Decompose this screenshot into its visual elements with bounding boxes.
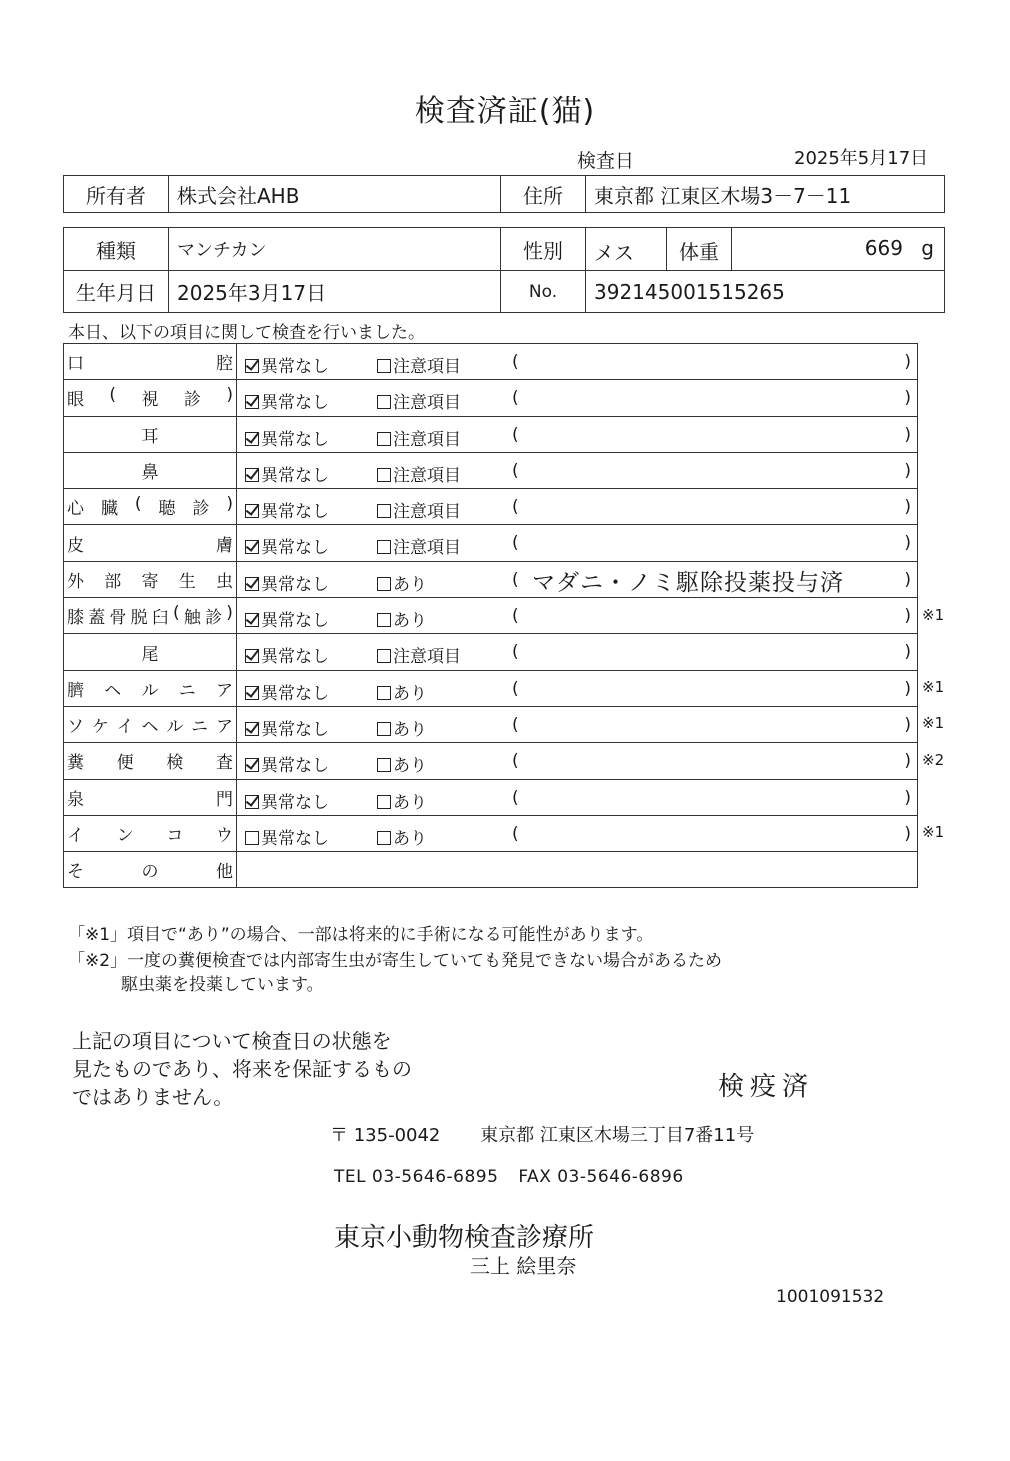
checked-checkbox-icon <box>245 540 259 554</box>
finding-note: マダニ・ノミ駆除投薬投与済 <box>532 569 844 596</box>
birth-label: 生年月日 <box>64 271 169 313</box>
open-paren: ( <box>512 460 519 481</box>
weight-cell <box>667 228 945 271</box>
normal-option-label: 異常なし <box>261 647 329 668</box>
checkbox-icon <box>377 504 391 518</box>
normal-option-label: 異常なし <box>261 502 329 523</box>
pet-table <box>63 227 945 313</box>
other-label: そ の 他 <box>64 852 237 888</box>
registration-number: 392145001515265 <box>586 271 945 313</box>
check-item-name: 眼 ( 視 診 ) <box>64 380 237 416</box>
normal-option <box>245 352 329 377</box>
address-label: 住所 <box>501 176 586 213</box>
open-paren: ( <box>512 352 519 372</box>
check-item-name: 外 部 寄 生 虫 <box>64 561 237 597</box>
clinic-address-line <box>330 1121 754 1147</box>
normal-option <box>245 679 329 704</box>
open-paren: ( <box>512 751 519 772</box>
normal-option-label: 異常なし <box>261 465 329 486</box>
check-item-result <box>237 670 918 706</box>
checkbox-icon <box>377 831 391 845</box>
normal-option <box>245 715 329 740</box>
check-item-name: 尾 <box>64 634 237 670</box>
finding-option <box>377 788 427 813</box>
footnote-mark: ※1 <box>922 823 945 842</box>
close-paren: ) <box>904 823 911 844</box>
normal-option <box>245 788 329 813</box>
checked-checkbox-icon <box>245 686 259 700</box>
normal-option-label: 異常なし <box>261 719 329 740</box>
normal-option-label: 異常なし <box>261 792 329 813</box>
normal-option <box>245 388 329 413</box>
open-paren: ( <box>512 497 519 518</box>
normal-option <box>245 824 329 849</box>
check-item-name: 糞 便 検 査 <box>64 743 237 779</box>
check-item-name: 臍 ヘ ル ニ ア <box>64 670 237 706</box>
check-row <box>64 344 918 380</box>
checked-checkbox-icon <box>245 722 259 736</box>
check-row <box>64 416 918 452</box>
finding-option <box>377 461 461 486</box>
open-paren: ( <box>512 823 519 844</box>
birth-value: 2025年3月17日 <box>169 271 501 313</box>
normal-option-label: 異常なし <box>261 683 329 704</box>
check-row <box>64 815 918 851</box>
statement-line: 上記の項目について検査日の状態を <box>72 1029 392 1053</box>
finding-option-label: 注意項目 <box>393 393 461 414</box>
open-paren: ( <box>512 642 519 663</box>
checked-checkbox-icon <box>245 432 259 446</box>
clinic-address: 東京都 江東区木場三丁目7番11号 <box>480 1125 755 1146</box>
check-item-result <box>237 779 918 815</box>
close-paren: ) <box>904 460 911 481</box>
open-paren: ( <box>512 388 519 409</box>
check-item-result <box>237 344 918 380</box>
finding-option-label: 注意項目 <box>393 647 461 668</box>
close-paren: ) <box>904 714 911 735</box>
statement-line: 見たものであり、将来を保証するもの <box>72 1057 412 1081</box>
other-value <box>237 852 918 888</box>
check-item-result <box>237 452 918 488</box>
veterinarian-name: 三上 絵里奈 <box>470 1254 577 1278</box>
checkbox-icon <box>377 468 391 482</box>
finding-option-label: 注意項目 <box>393 429 461 450</box>
close-paren: ) <box>904 569 911 590</box>
finding-option-label: あり <box>393 792 427 813</box>
finding-option <box>377 679 427 704</box>
normal-option <box>245 606 329 631</box>
quarantine-stamp: 検疫済 <box>718 1072 815 1102</box>
disclaimer-statement <box>72 1027 412 1111</box>
checkbox-icon <box>377 758 391 772</box>
inspection-date: 2025年5月17日 <box>794 148 929 169</box>
check-table <box>63 343 918 888</box>
checkbox-icon <box>377 649 391 663</box>
clinic-tel: TEL 03-5646-6895 <box>334 1167 499 1187</box>
close-paren: ) <box>904 352 911 372</box>
check-item-result <box>237 598 918 634</box>
close-paren: ) <box>904 533 911 554</box>
normal-option <box>245 425 329 450</box>
normal-option <box>245 642 329 667</box>
normal-option <box>245 497 329 522</box>
normal-option-label: 異常なし <box>261 756 329 777</box>
finding-option <box>377 425 461 450</box>
check-row <box>64 561 918 597</box>
check-item-name: 泉 門 <box>64 779 237 815</box>
finding-option <box>377 606 427 631</box>
check-item-name: ソ ケ イ ヘ ル ニ ア <box>64 706 237 742</box>
checked-checkbox-icon <box>245 504 259 518</box>
finding-option <box>377 388 461 413</box>
clinic-name: 東京小動物検査診療所 <box>334 1223 595 1253</box>
close-paren: ) <box>904 642 911 663</box>
footnote-mark: ※1 <box>922 714 945 733</box>
finding-option-label: 注意項目 <box>393 538 461 559</box>
normal-option-label: 異常なし <box>261 538 329 559</box>
owner-name: 株式会社AHB <box>169 176 501 213</box>
postal-code: 〒 135-0042 <box>330 1125 441 1146</box>
normal-option-label: 異常なし <box>261 393 329 414</box>
finding-option-label: あり <box>393 683 427 704</box>
owner-label: 所有者 <box>64 176 169 213</box>
document-number: 1001091532 <box>776 1287 885 1307</box>
checkbox-icon <box>377 432 391 446</box>
footnote-mark: ※1 <box>922 678 945 697</box>
breed-label: 種類 <box>64 228 169 271</box>
open-paren: ( <box>512 569 519 590</box>
check-row <box>64 743 918 779</box>
normal-option-label: 異常なし <box>261 574 329 595</box>
footnote-mark: ※1 <box>922 605 945 624</box>
weight-unit: g <box>921 236 934 260</box>
no-label: No. <box>501 271 586 313</box>
finding-option-label: あり <box>393 574 427 595</box>
close-paren: ) <box>904 606 911 627</box>
check-row <box>64 452 918 488</box>
finding-option <box>377 642 461 667</box>
sex-label: 性別 <box>501 228 586 271</box>
finding-option-label: 注意項目 <box>393 502 461 523</box>
finding-option <box>377 533 461 558</box>
finding-option <box>377 715 427 740</box>
open-paren: ( <box>512 606 519 627</box>
open-paren: ( <box>512 714 519 735</box>
check-item-result <box>237 561 918 597</box>
footnote-2: 「※2」一度の糞便検査では内部寄生虫が寄生していても発見できない場合があるため <box>68 951 723 971</box>
footnote-1: 「※1」項目で“あり”の場合、一部は将来的に手術になる可能性があります。 <box>68 925 654 945</box>
finding-option-label: あり <box>393 611 427 632</box>
sex-cell <box>586 228 667 271</box>
check-row <box>64 634 918 670</box>
check-item-result <box>237 634 918 670</box>
owner-address: 東京都 江東区木場3－7－11 <box>586 176 945 213</box>
checked-checkbox-icon <box>245 577 259 591</box>
finding-option <box>377 824 427 849</box>
normal-option-label: 異常なし <box>261 828 329 849</box>
normal-option-label: 異常なし <box>261 429 329 450</box>
statement-line: ではありません。 <box>72 1085 234 1109</box>
checked-checkbox-icon <box>245 395 259 409</box>
checkbox-icon <box>377 540 391 554</box>
checked-checkbox-icon <box>245 613 259 627</box>
close-paren: ) <box>904 497 911 518</box>
check-item-name: 心 臓 ( 聴 診 ) <box>64 489 237 525</box>
check-row <box>64 779 918 815</box>
finding-option-label: あり <box>393 719 427 740</box>
inspection-date-label: 検査日 <box>577 150 635 172</box>
checkbox-icon <box>377 686 391 700</box>
close-paren: ) <box>904 388 911 409</box>
check-item-result <box>237 743 918 779</box>
finding-option-label: 注意項目 <box>393 357 461 377</box>
check-item-name: 口 腔 <box>64 344 237 380</box>
weight-value: 669 <box>864 236 903 260</box>
normal-option <box>245 533 329 558</box>
checkbox-icon <box>377 613 391 627</box>
open-paren: ( <box>512 533 519 554</box>
open-paren: ( <box>512 678 519 699</box>
breed-value: マンチカン <box>169 228 501 271</box>
check-item-result <box>237 416 918 452</box>
checked-checkbox-icon <box>245 468 259 482</box>
intro-text: 本日、以下の項目に関して検査を行いました。 <box>68 323 425 343</box>
check-row <box>64 380 918 416</box>
finding-option-label: 注意項目 <box>393 465 461 486</box>
normal-option <box>245 461 329 486</box>
normal-option-label: 異常なし <box>261 611 329 632</box>
check-item-name: 皮 膚 <box>64 525 237 561</box>
checked-checkbox-icon <box>245 359 259 373</box>
checked-checkbox-icon <box>245 649 259 663</box>
sex-value: メス <box>594 241 634 265</box>
check-item-name: 膝 蓋 骨 脱 臼 ( 触 診 ) <box>64 598 237 634</box>
check-item-result <box>237 815 918 851</box>
checked-checkbox-icon <box>245 795 259 809</box>
finding-option-label: あり <box>393 828 427 849</box>
footnote-mark: ※2 <box>922 750 945 769</box>
checkbox-icon <box>377 359 391 373</box>
checked-checkbox-icon <box>245 758 259 772</box>
close-paren: ) <box>904 751 911 772</box>
check-row <box>64 489 918 525</box>
check-row <box>64 706 918 742</box>
normal-option <box>245 751 329 776</box>
finding-option-label: あり <box>393 756 427 777</box>
weight-label: 体重 <box>667 228 732 270</box>
footnote-2-cont: 駆虫薬を投薬しています。 <box>121 975 324 995</box>
close-paren: ) <box>904 678 911 699</box>
owner-table <box>63 175 945 213</box>
check-item-name: 耳 <box>64 416 237 452</box>
check-row-other <box>64 852 918 888</box>
finding-option <box>377 352 461 377</box>
checkbox-icon <box>245 831 259 845</box>
checkbox-icon <box>377 795 391 809</box>
document-title: 検査済証(猫) <box>414 94 596 129</box>
check-item-result <box>237 489 918 525</box>
open-paren: ( <box>512 424 519 445</box>
close-paren: ) <box>904 787 911 808</box>
checkbox-icon <box>377 722 391 736</box>
clinic-fax: FAX 03-5646-6896 <box>518 1167 684 1187</box>
check-item-name: イ ン コ ウ <box>64 815 237 851</box>
check-item-result <box>237 380 918 416</box>
normal-option <box>245 570 329 595</box>
close-paren: ) <box>904 424 911 445</box>
check-item-name: 鼻 <box>64 452 237 488</box>
normal-option-label: 異常なし <box>261 357 329 377</box>
check-item-result <box>237 706 918 742</box>
open-paren: ( <box>512 787 519 808</box>
check-row <box>64 670 918 706</box>
check-item-result <box>237 525 918 561</box>
checkbox-icon <box>377 395 391 409</box>
finding-option <box>377 497 461 522</box>
checkbox-icon <box>377 577 391 591</box>
clinic-contact <box>334 1167 684 1187</box>
finding-option <box>377 751 427 776</box>
check-row <box>64 598 918 634</box>
check-row <box>64 525 918 561</box>
finding-option <box>377 570 427 595</box>
